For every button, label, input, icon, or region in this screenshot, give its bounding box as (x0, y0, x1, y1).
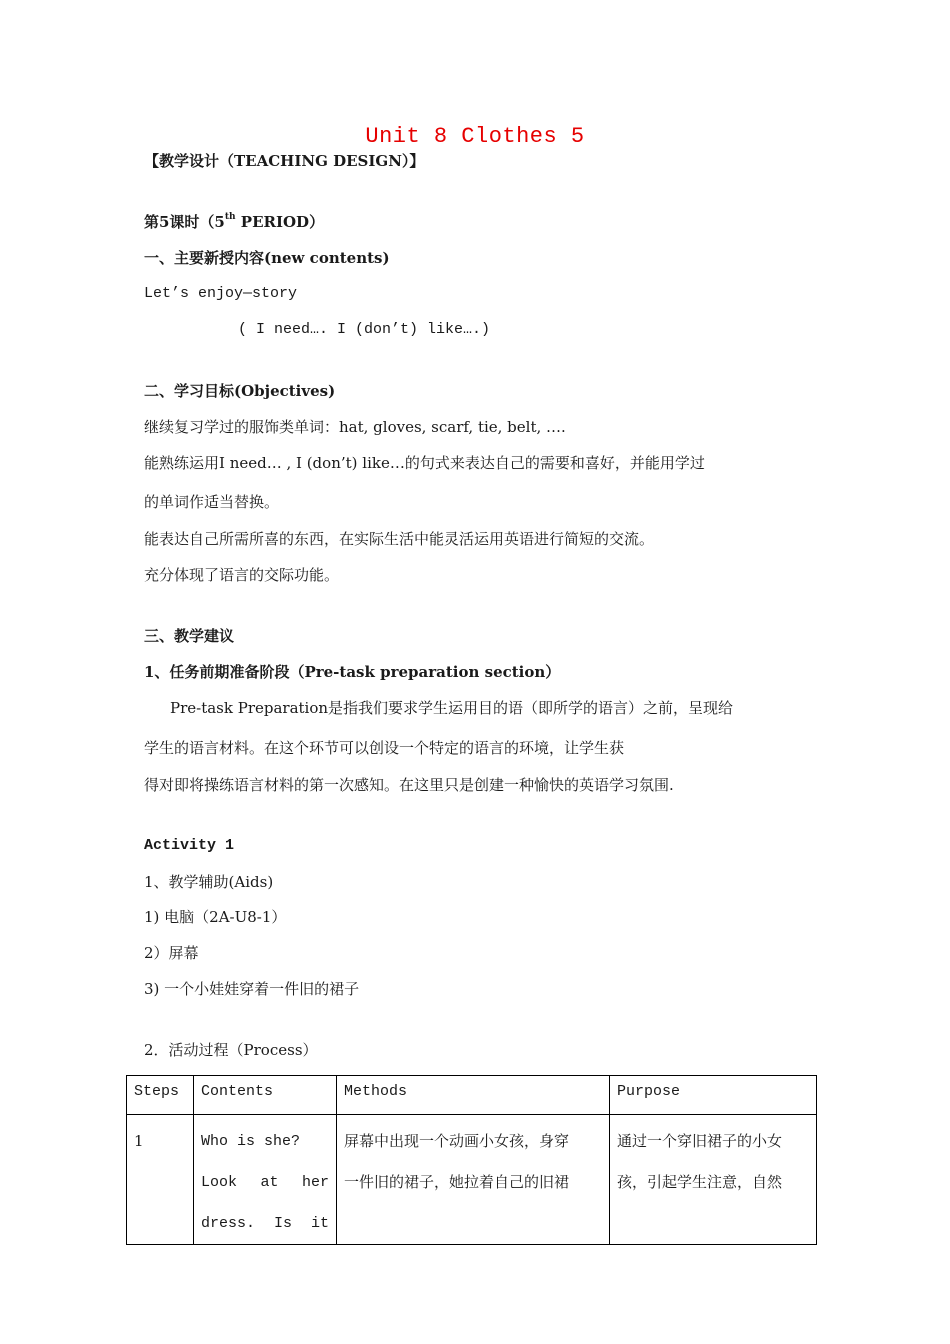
activity-title: Activity 1 (144, 837, 235, 854)
contents-line: Who is she? (201, 1133, 301, 1150)
table-row (127, 1115, 817, 1245)
aid-item: 3) 一个小娃娃穿着一件旧的裙子 (144, 980, 360, 998)
design-heading: 【教学设计（TEACHING DESIGN）】 (144, 152, 425, 170)
cell-step: 1 (127, 1115, 194, 1245)
objective-item: 能熟练运用I need… , I (don’t) like…的句式来表达自己的需要和喜好，并能用学过 (144, 454, 705, 472)
purpose-line: 通过一个穿旧裙子的小女 (617, 1132, 783, 1150)
purpose-line: 孩，引起学生注意，自然 (617, 1173, 783, 1191)
methods-line: 一件旧的裙子，她拉着自己的旧裙 (344, 1173, 570, 1191)
period-suffix: PERIOD） (235, 213, 325, 231)
section2-heading: 二、学习目标(Objectives) (144, 382, 336, 400)
process-table (126, 1075, 817, 1245)
section1-line1: Let’s enjoy—story (144, 285, 298, 302)
aid-item: 2）屏幕 (144, 944, 199, 962)
section3-heading: 三、教学建议 (144, 627, 235, 645)
period-prefix: 第5课时（5 (144, 213, 225, 231)
objective-item: 继续复习学过的服饰类单词：hat, gloves, scarf, tie, belt, …. (144, 418, 566, 436)
section1-line2: ( I need…. I (don’t) like….) (238, 321, 491, 338)
table-header-row (127, 1076, 817, 1115)
methods-line: 屏幕中出现一个动画小女孩，身穿 (344, 1132, 570, 1150)
contents-line: dress. Is it (201, 1215, 329, 1232)
aids-heading: 1、教学辅助(Aids) (144, 873, 274, 891)
objective-item: 充分体现了语言的交际功能。 (144, 566, 340, 584)
period-sup: th (224, 212, 236, 222)
pretask-paragraph-line: Pre-task Preparation是指我们要求学生运用目的语（即所学的语言）之前，呈现给 (170, 699, 734, 717)
document-title: Unit 8 Clothes 5 (365, 124, 585, 149)
process-heading: 2．活动过程（Process） (144, 1041, 318, 1059)
pretask-paragraph-line: 得对即将操练语言材料的第一次感知。在这里只是创建一种愉快的英语学习氛围. (144, 776, 674, 794)
cell-contents (194, 1115, 337, 1245)
aid-item: 1) 电脑（2A-U8-1） (144, 908, 287, 926)
header-methods: Methods (337, 1076, 610, 1115)
objective-item: 能表达自己所需所喜的东西，在实际生活中能灵活运用英语进行简短的交流。 (144, 530, 655, 548)
cell-methods (337, 1115, 610, 1245)
objective-item: 的单词作适当替换。 (144, 493, 280, 511)
header-purpose: Purpose (610, 1076, 817, 1115)
period-heading (144, 212, 324, 232)
section1-heading: 一、主要新授内容(new contents) (144, 249, 390, 267)
header-steps: Steps (127, 1076, 194, 1115)
pretask-heading: 1、任务前期准备阶段（Pre-task preparation section） (144, 663, 561, 681)
pretask-paragraph-line: 学生的语言材料。在这个环节可以创设一个特定的语言的环境，让学生获 (144, 739, 625, 757)
header-contents: Contents (194, 1076, 337, 1115)
cell-purpose (610, 1115, 817, 1245)
contents-line: Look at her (201, 1174, 329, 1191)
